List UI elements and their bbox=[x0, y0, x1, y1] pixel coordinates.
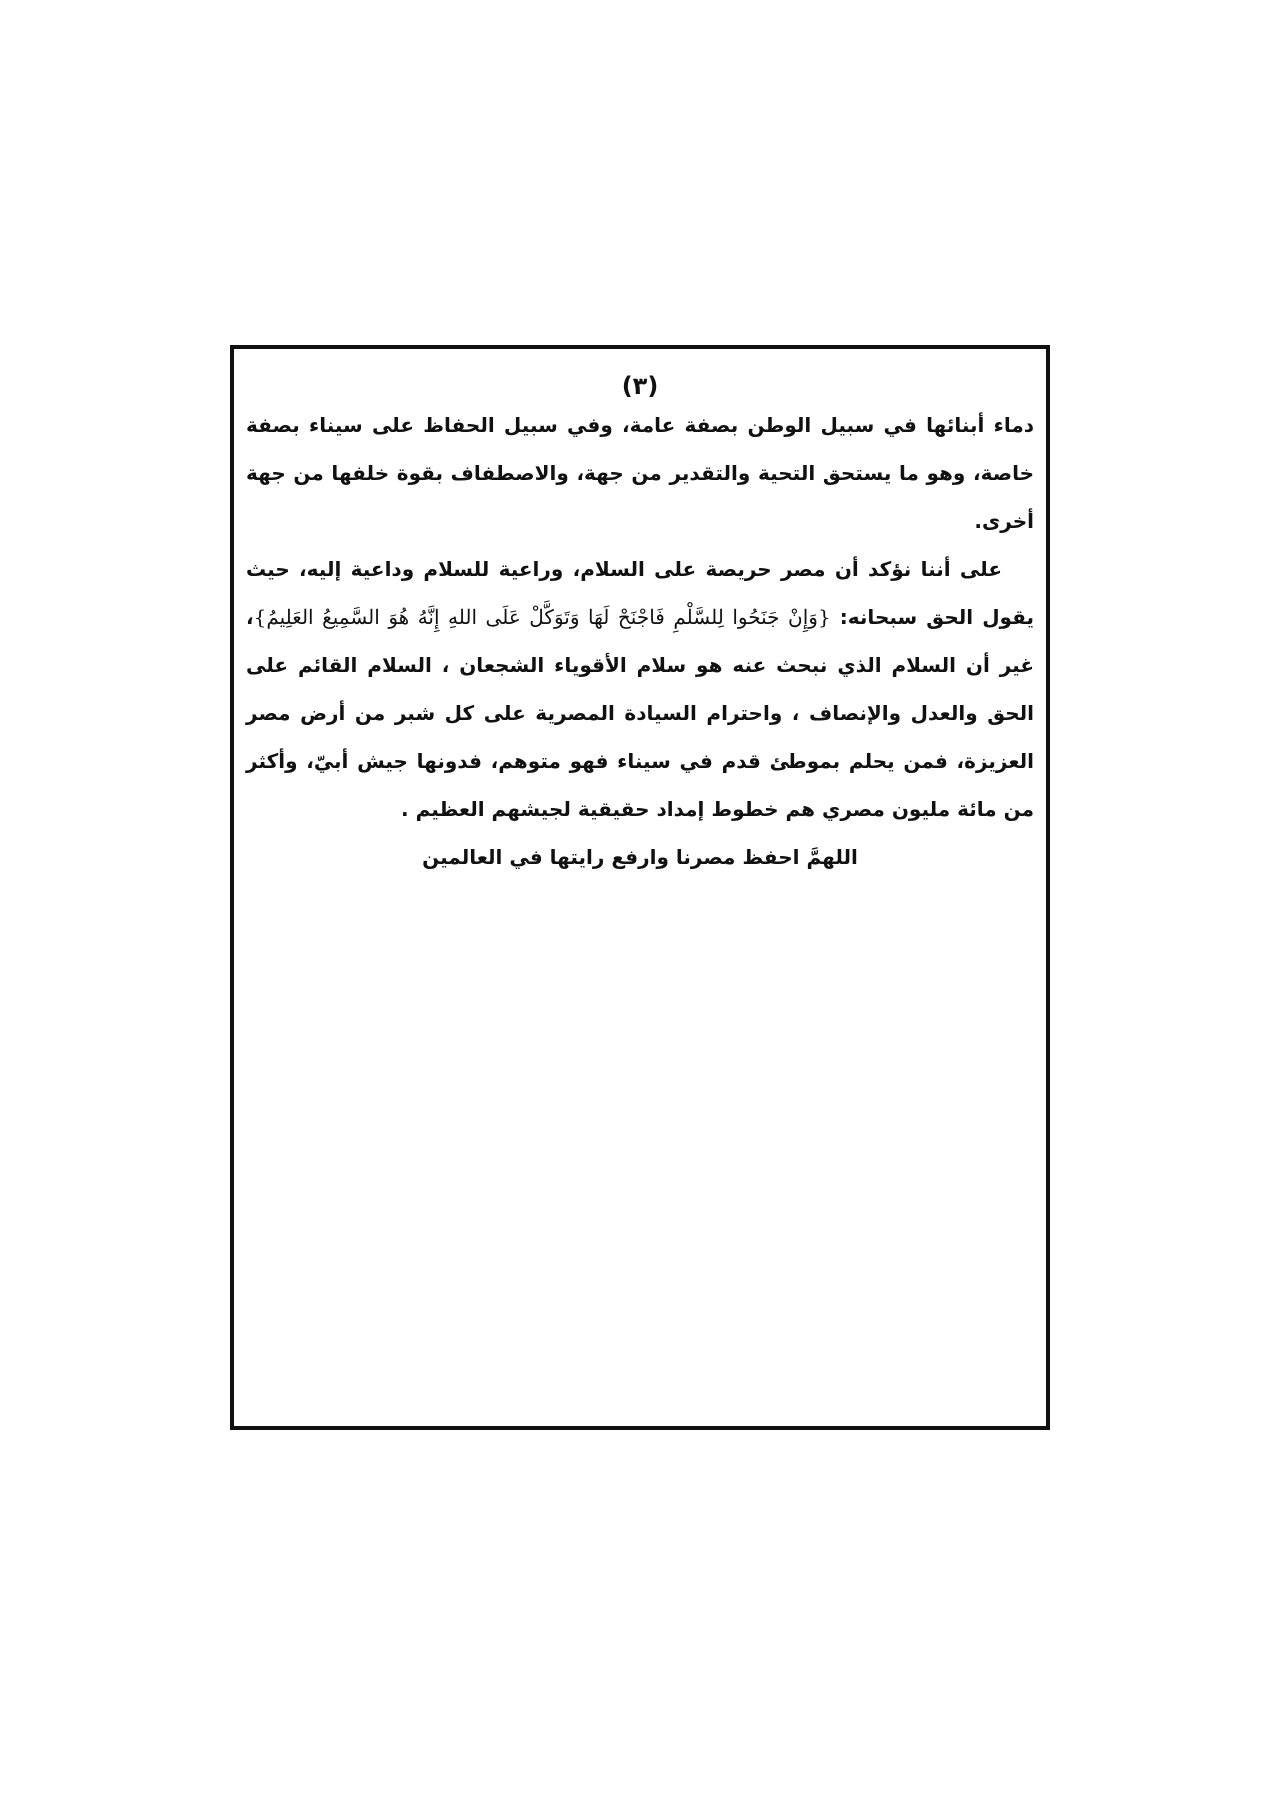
quran-verse: {وَإِنْ جَنَحُوا لِلسَّلْمِ فَاجْنَحْ لَهَا وَتَوَكَّلْ عَلَى اللهِ إِنَّهُ هُوَ السَّمِيعُ العَلِيمُ} bbox=[253, 605, 831, 629]
page-border-frame bbox=[230, 345, 1050, 1430]
paragraph-2-end: ، غير أن السلام الذي نبحث عنه هو سلام الأقوياء الشجعان ، السلام القائم على الحق والعدل والإنصاف ، واحترام السيادة المصرية على كل شبر من أرض مصر العزيزة، فمن يحلم بموطئ قدم في سيناء فهو متوهم، فدونها جيش أبيّ، وأكثر من مائة مليون مصري هم خطوط إمداد حقيقية لجيشهم العظيم . bbox=[246, 605, 1034, 821]
closing-prayer: اللهمَّ احفظ مصرنا وارفع رايتها في العالمين bbox=[422, 845, 858, 869]
page-number: (٣) bbox=[621, 372, 659, 400]
document-body bbox=[246, 401, 1034, 881]
paragraph-2 bbox=[246, 545, 1034, 833]
paragraph-1: دماء أبنائها في سبيل الوطن بصفة عامة، وفي سبيل الحفاظ على سيناء بصفة خاصة، وهو ما يستحق التحية والتقدير من جهة، والاصطفاف بقوة خلفها من جهة أخرى. bbox=[246, 413, 1034, 533]
paragraph-2-start: على أننا نؤكد أن مصر حريصة على السلام، وراعية للسلام وداعية إليه، حيث يقول الحق سبحانه: bbox=[246, 557, 1034, 629]
